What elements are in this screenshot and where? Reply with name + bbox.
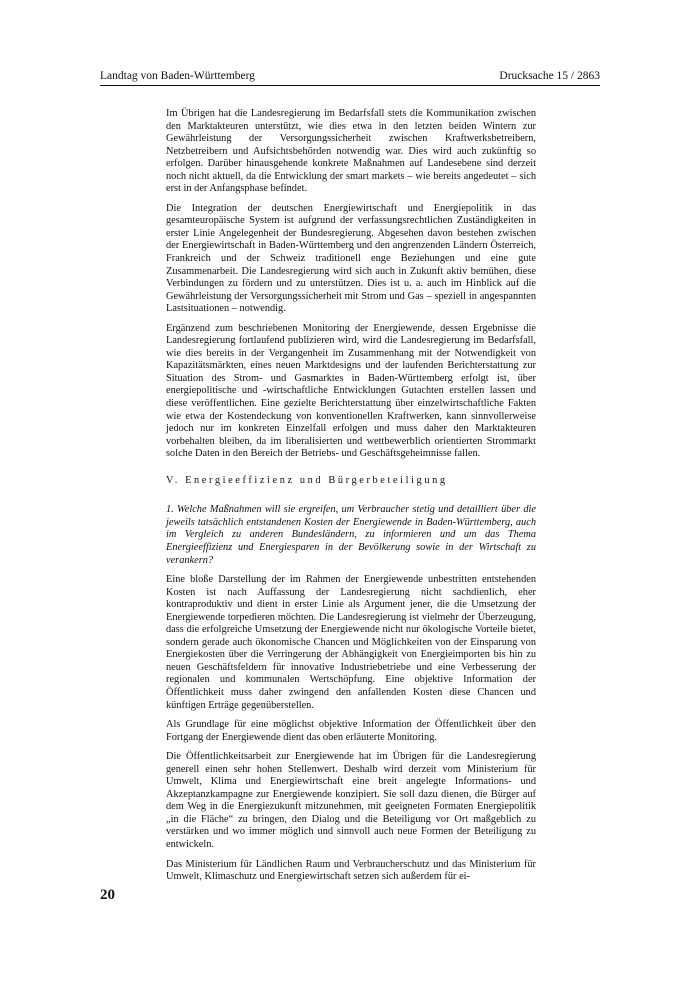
document-body xyxy=(166,108,536,891)
header-document-number: Drucksache 15 / 2863 xyxy=(499,70,600,82)
paragraph: Als Grundlage für eine möglichst objektive Information der Öffentlichkeit über den Fortgang der Energiewende dient das oben erläuterte Monitoring. xyxy=(166,719,536,743)
paragraph: Die Integration der deutschen Energiewirtschaft und Energiepolitik in das gesamteuropäische System ist aufgrund der verfassungsrechtlichen Zuständigkeiten in erster Linie Angelegenheit der Bundesregierung. Abgesehen davon bestehen zwischen der Energiewirtschaft in Baden-Württemberg und den angrenzenden Ländern Österreich, Frankreich und der Schweiz traditionell enge Beziehungen und eine gute Zusammenarbeit. Die Landesregierung wird sich auch in Zukunft aktiv bemühen, diese Verbindungen zu fördern und zu unterstützen. Dies ist u. a. auch im Hinblick auf die Gewährleistung der Versorgungssicherheit mit Strom und Gas – speziell in angespannten Lastsituationen – notwendig. xyxy=(166,202,536,315)
paragraph: Die Öffentlichkeitsarbeit zur Energiewende hat im Übrigen für die Landesregierung generell einen sehr hohen Stellenwert. Deshalb wird derzeit vom Ministerium für Umwelt, Klima und Energiewirtschaft eine breit angelegte Informations- und Akzeptanzkampagne zur Energiewende konzipiert. Sie soll dazu dienen, die Bürger auf dem Weg in die Energiezukunft mitzunehmen, mit geeigneten Formaten Energiepolitik „in die Fläche“ zu bringen, den Dialog und die Beteiligung vor Ort maßgeblich zu verstärken und wo immer möglich und sinnvoll auch neue Formen der Beteiligung zu entwickeln. xyxy=(166,751,536,850)
page-number: 20 xyxy=(100,887,115,903)
paragraph: Das Ministerium für Ländlichen Raum und Verbraucherschutz und das Ministerium für Umwelt, Klimaschutz und Energiewirtschaft setzen sich außerdem für ei- xyxy=(166,858,536,883)
paragraph: Eine bloße Darstellung der im Rahmen der Energiewende unbestritten entstehenden Kosten ist nach Auffassung der Landesregierung nicht sachdienlich, eher kontraproduktiv und dient in erster Linie als Argument jener, die die Umsetzung der Energiewende torpedieren möchten. Die Landesregierung ist vielmehr der Überzeugung, dass die erfolgreiche Umsetzung der Energiewende nicht nur ökologische Vorteile bietet, sondern gerade auch ökonomische Chancen und Möglichkeiten von der Einsparung von Energiekosten über die Verringerung der Abhängigkeit von Energieimporten bis hin zu neuen Geschäftsfeldern für innovative Industriebetriebe und eine Verbesserung der regionalen und kommunalen Wertschöpfung. Eine objektive Information der Öffentlichkeit muss daher zwingend den anfallenden Kosten diese Chancen und künftigen Erträge gegenüberstellen. xyxy=(166,574,536,711)
question: 1. Welche Maßnahmen will sie ergreifen, um Verbraucher stetig und detailliert über die jeweils tatsächlich entstandenen Kosten der Energiewende in Baden-Württemberg, auch im Vergleich zu anderen Bundesländern, zu informieren und um das Thema Energieeffizienz und Energiesparen in der Bevölkerung sowie in der Wirtschaft zu verankern? xyxy=(166,504,536,566)
section-heading: V. Energieeffizienz und Bürgerbeteiligung xyxy=(166,474,448,486)
header-parliament: Landtag von Baden-Württemberg xyxy=(100,70,255,82)
page-header xyxy=(100,70,600,86)
paragraph: Ergänzend zum beschriebenen Monitoring der Energiewende, dessen Ergebnisse die Landesregierung fortlaufend publizieren wird, wird die Landesregierung im Bedarfsfall, wie dies bereits in der Vergangenheit im Zusammenhang mit der Notwendigkeit von Kapazitätsmärkten, eines neuen Marktdesigns und der laufenden Berichterstattung zur Situation des Strom- und Gasmarktes in Baden-Württemberg erfolgt ist, über energiepolitische und -wirtschaftliche Entwicklungen Gutachten erstellen lassen und diese veröffentlichen. Eine gezielte Berichterstattung über einzelwirtschaftliche Fakten wie etwa der Kostendeckung von konventionellen Kraftwerken, kann sinnvollerweise jedoch nur im konkreten Einzelfall erfolgen und muss daher den Marktakteuren vorbehalten bleiben, da im liberalisierten und wettbewerblich orientierten Strommarkt solche Daten in den Bereich der Betriebs- und Geschäftsgeheimnisse fallen. xyxy=(166,322,536,460)
paragraph: Im Übrigen hat die Landesregierung im Bedarfsfall stets die Kommunikation zwischen den Marktakteuren unterstützt, wie dies etwa in den letzten beiden Wintern zur Gewährleistung der Versorgungssicherheit zwischen Kraftwerksbetreibern, Netzbetreibern und Aufsichtsbehörden notwendig war. Dies wird auch zukünftig so erfolgen. Darüber hinausgehende konkrete Maßnahmen auf Landesebene sind derzeit noch nicht aktuell, da die Entwicklung der smart markets – wie bereits angedeutet – sich erst in der Anfangsphase befindet. xyxy=(166,108,536,195)
